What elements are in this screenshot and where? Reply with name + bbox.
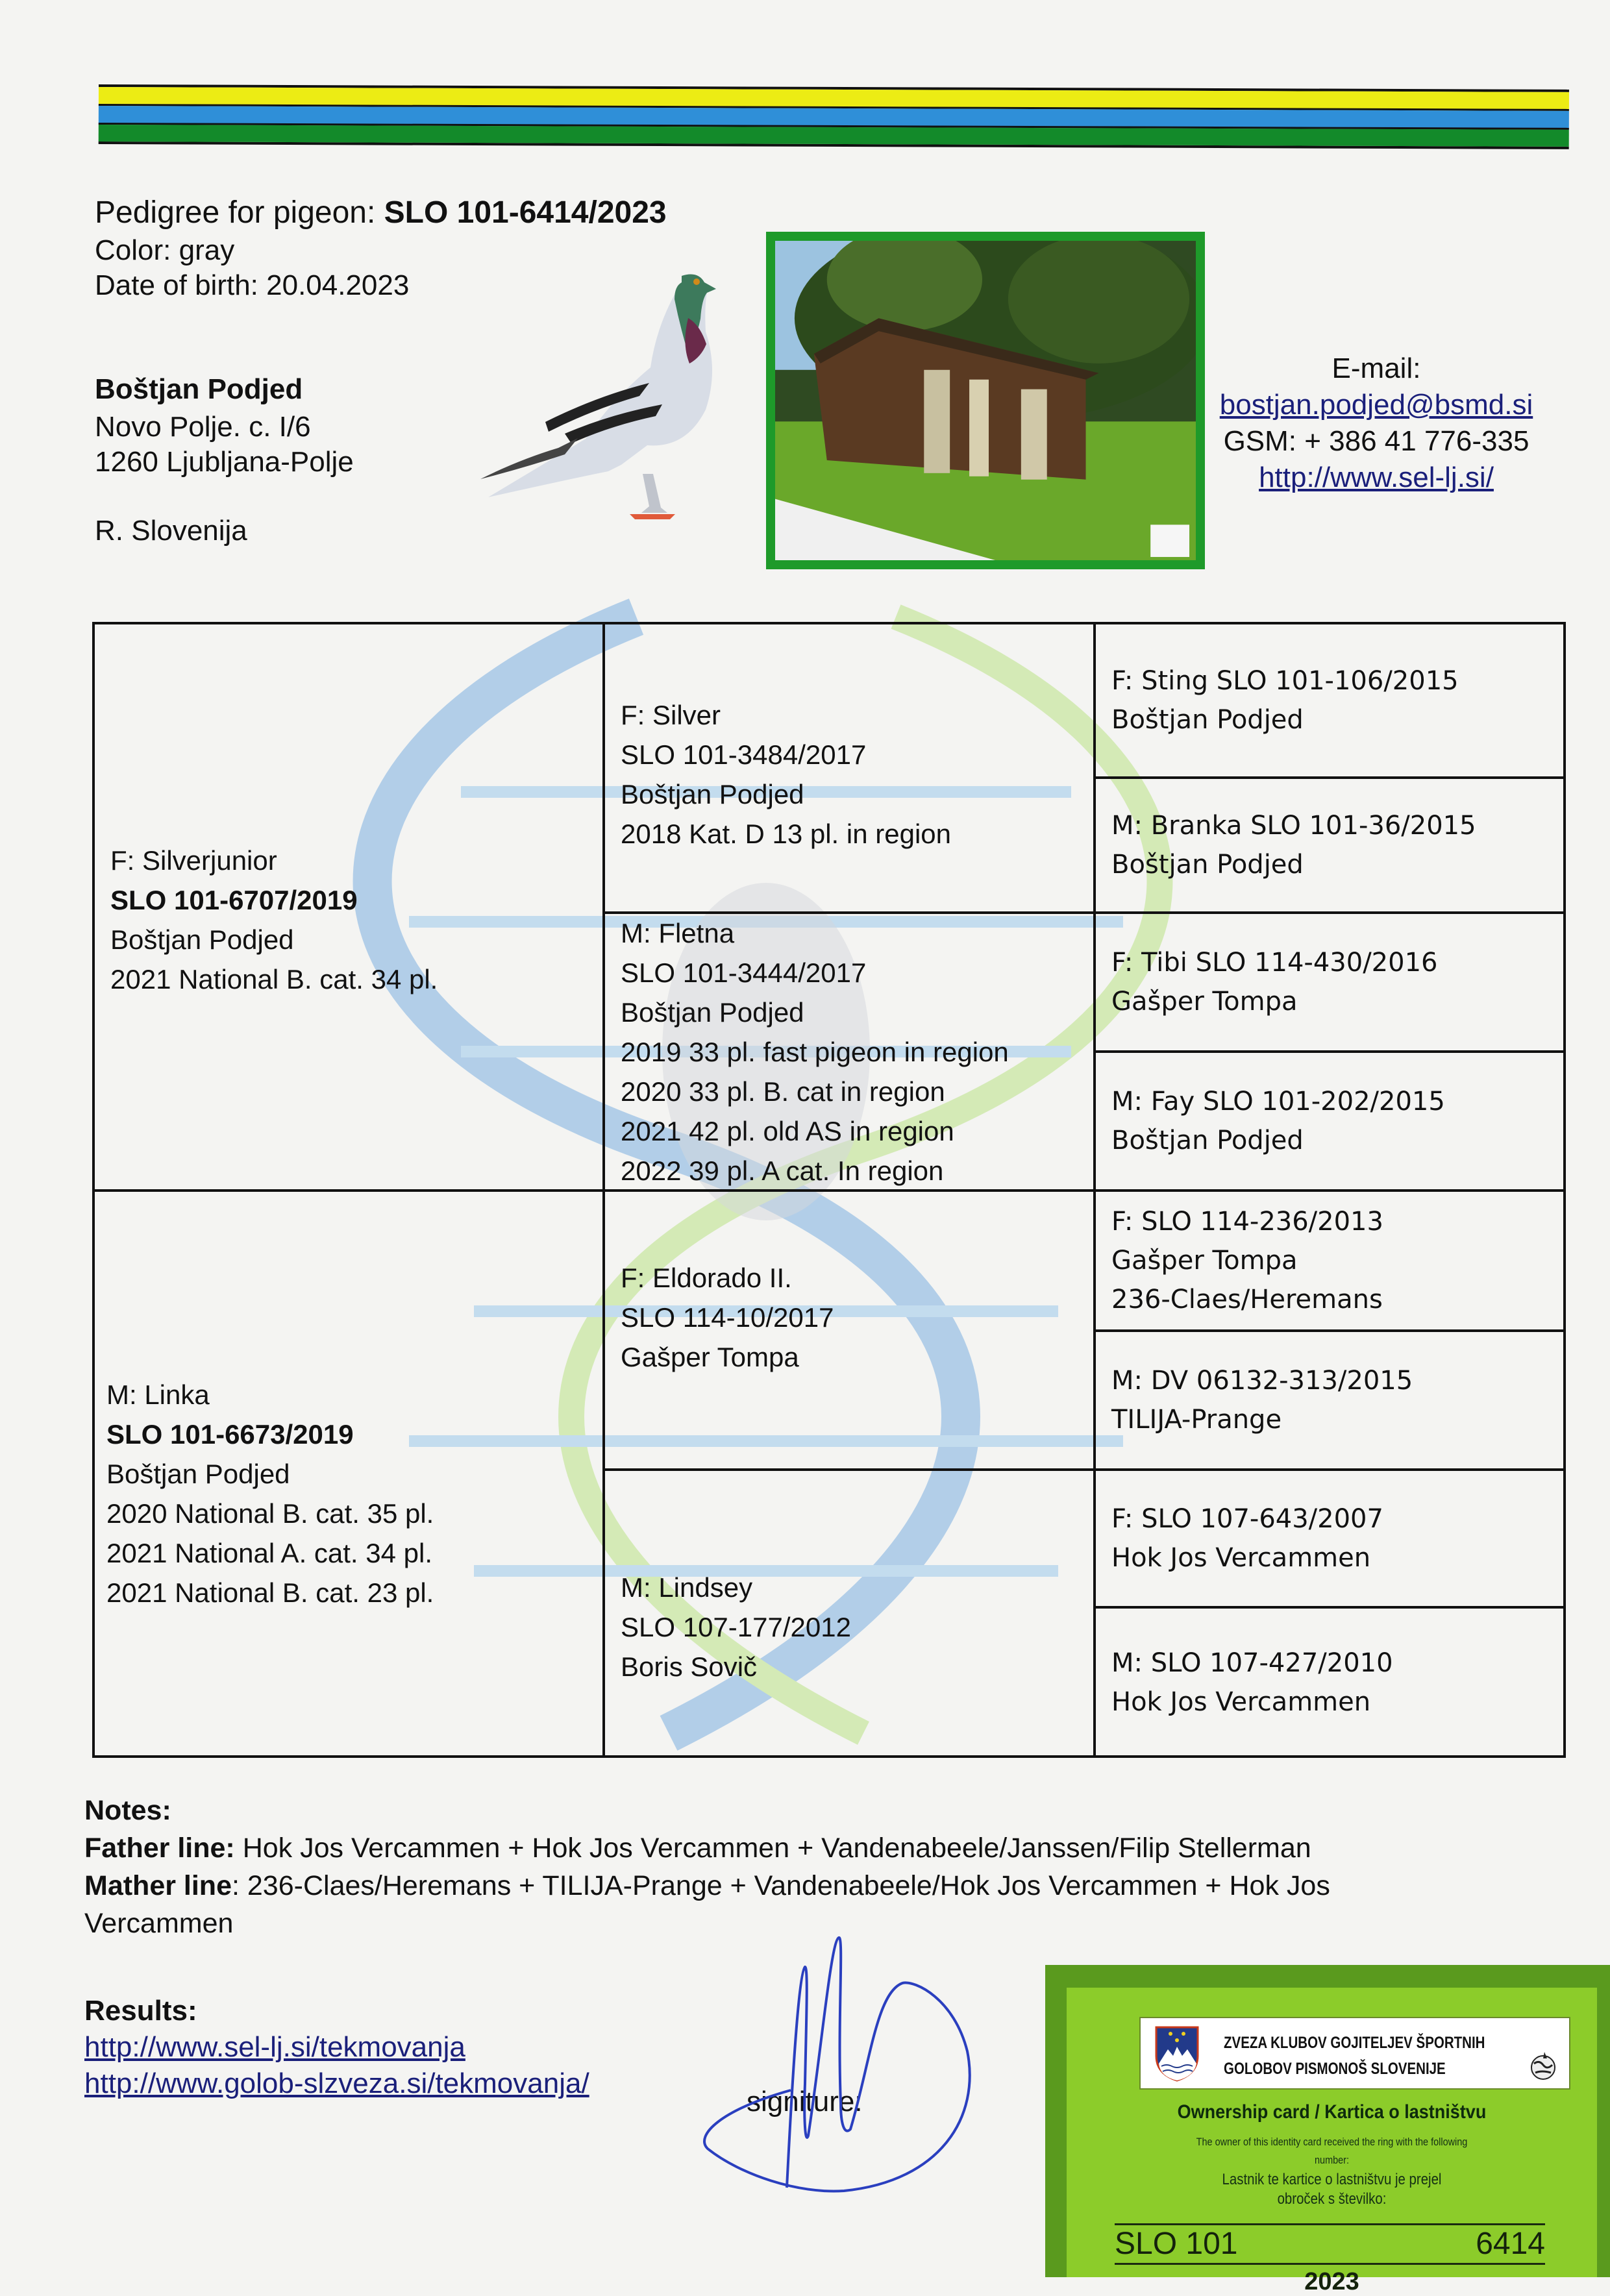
owner-street: Novo Polje. c. I/6 <box>95 411 311 443</box>
dam-result: 2021 National A. cat. 34 pl. <box>106 1538 433 1568</box>
sire-name: F: Silverjunior <box>110 845 277 876</box>
ownership-card <box>1045 1965 1610 2295</box>
gp-ring: SLO 101-3484/2017 <box>621 739 867 770</box>
notes-section <box>84 1792 1513 1942</box>
ggp-line: F: Sting SLO 101-106/2015 <box>1111 666 1459 696</box>
ggp-line: Boštjan Podjed <box>1111 705 1304 735</box>
notes-heading: Notes: <box>84 1795 171 1826</box>
ggp-line: F: SLO 114-236/2013 <box>1111 1207 1383 1237</box>
card-en-text-cont: number: <box>1314 2154 1350 2166</box>
cell-gp-sire-sire <box>605 624 1093 911</box>
card-en-text: The owner of this identity card received the ring with the following <box>1196 2136 1468 2148</box>
father-line-text: Hok Jos Vercammen + Hok Jos Vercammen + Vandenabeele/Janssen/Filip Stellerman <box>234 1833 1311 1864</box>
gp-ring: SLO 107-177/2012 <box>621 1611 851 1642</box>
owner-name: Boštjan Podjed <box>95 373 303 405</box>
cell-gp-dam-sire <box>605 1192 1093 1468</box>
ggp-line: Hok Jos Vercammen <box>1111 1543 1371 1573</box>
ggp-line: F: Tibi SLO 114-430/2016 <box>1111 948 1438 978</box>
card-title: Ownership card / Kartica o lastništvu <box>1177 2101 1487 2123</box>
loft-photo <box>766 232 1205 569</box>
gp-breeder: Boštjan Podjed <box>621 779 804 809</box>
father-line <box>84 1829 1513 1867</box>
results-link-golob[interactable]: http://www.golob-slzveza.si/tekmovanja/ <box>84 2068 589 2099</box>
website-link[interactable]: http://www.sel-lj.si/ <box>1259 462 1494 493</box>
gp-breeder: Gašper Tompa <box>621 1341 799 1372</box>
owner-country: R. Slovenija <box>95 515 247 547</box>
pedigree-table <box>92 622 1566 1758</box>
gp-result: 2020 33 pl. B. cat in region <box>621 1076 945 1107</box>
pigeon-icon <box>474 260 740 526</box>
cell-ggp-8 <box>1096 1609 1563 1757</box>
card-sl-text: Lastnik te kartice o lastništvu je prejel <box>1222 2171 1442 2188</box>
email-label: E-mail: <box>1331 352 1421 384</box>
cell-ggp-2 <box>1096 779 1563 911</box>
org-header <box>1139 2017 1570 2090</box>
gp-breeder: Boris Sovič <box>621 1651 758 1682</box>
org-line-2: GOLOBOV PISMONOŠ SLOVENIJE <box>1224 2060 1446 2078</box>
cell-ggp-7 <box>1096 1471 1563 1606</box>
cell-dam <box>95 1192 602 1757</box>
signature-label: signiture: <box>747 2086 863 2117</box>
ggp-line: Boštjan Podjed <box>1111 850 1304 880</box>
card-sl-text-cont: obroček s številko: <box>1277 2190 1387 2208</box>
ring-prefix: SLO 101 <box>1115 2227 1238 2261</box>
ggp-line: M: Branka SLO 101-36/2015 <box>1111 811 1476 841</box>
signature-scribble-icon <box>682 1921 1019 2194</box>
owner-city: 1260 Ljubljana-Polje <box>95 446 354 478</box>
ggp-line: M: Fay SLO 101-202/2015 <box>1111 1087 1445 1117</box>
org-line-1: ZVEZA KLUBOV GOJITELJEV ŠPORTNIH <box>1224 2034 1485 2052</box>
ggp-line: M: DV 06132-313/2015 <box>1111 1366 1413 1396</box>
ggp-line: Hok Jos Vercammen <box>1111 1687 1371 1717</box>
cell-ggp-6 <box>1096 1332 1563 1468</box>
gp-ring: SLO 114-10/2017 <box>621 1302 834 1333</box>
gsm-number: GSM: + 386 41 776-335 <box>1223 425 1530 457</box>
mother-line-text: : 236-Claes/Heremans + TILIJA-Prange + Vandenabeele/Hok Jos Vercammen + Hok Jos <box>232 1870 1330 1901</box>
results-heading: Results: <box>84 1995 197 2027</box>
sire-breeder: Boštjan Podjed <box>110 924 294 955</box>
pigeon-ring-number: SLO 101-6414/2023 <box>384 195 667 230</box>
cell-gp-dam-dam <box>605 1471 1093 1757</box>
gp-name: M: Lindsey <box>621 1572 753 1603</box>
org-name <box>1224 2030 1485 2082</box>
slovenia-coat-of-arms-icon <box>1154 2025 1200 2082</box>
father-line-label: Father line: <box>84 1833 235 1864</box>
ggp-line: TILIJA-Prange <box>1111 1405 1282 1435</box>
ggp-line: Boštjan Podjed <box>1111 1126 1304 1155</box>
ggp-line: F: SLO 107-643/2007 <box>1111 1504 1383 1534</box>
results-link-sel[interactable]: http://www.sel-lj.si/tekmovanja <box>84 2031 465 2063</box>
ggp-line: 236-Claes/Heremans <box>1111 1285 1383 1315</box>
card-ring-number <box>1115 2223 1545 2265</box>
ggp-line: Gašper Tompa <box>1111 1246 1298 1276</box>
cell-gp-sire-dam <box>605 914 1093 1189</box>
gp-breeder: Boštjan Podjed <box>621 996 804 1028</box>
mother-line-label: Mather line <box>84 1870 232 1901</box>
cell-ggp-4 <box>1096 1053 1563 1189</box>
title-prefix: Pedigree for pigeon: <box>95 195 384 230</box>
gp-ring: SLO 101-3444/2017 <box>621 957 867 988</box>
gp-result: 2018 Kat. D 13 pl. in region <box>621 819 952 849</box>
sire-ring: SLO 101-6707/2019 <box>110 885 358 915</box>
pigeon-dob: Date of birth: 20.04.2023 <box>95 269 410 301</box>
ownership-card-inner <box>1067 1988 1597 2295</box>
ggp-line: M: SLO 107-427/2010 <box>1111 1648 1393 1678</box>
cell-ggp-3 <box>1096 914 1563 1050</box>
dam-result: 2021 National B. cat. 23 pl. <box>106 1577 434 1608</box>
cell-ggp-5 <box>1096 1192 1563 1329</box>
email-link[interactable]: bostjan.podjed@bsmd.si <box>1219 389 1533 421</box>
gp-name: F: Eldorado II. <box>621 1262 792 1293</box>
gp-name: F: Silver <box>621 700 721 730</box>
cell-ggp-1 <box>1096 624 1563 776</box>
gp-result: 2019 33 pl. fast pigeon in region <box>621 1036 1009 1067</box>
dam-result: 2020 National B. cat. 35 pl. <box>106 1498 434 1529</box>
dam-ring: SLO 101-6673/2019 <box>106 1419 354 1450</box>
results-section <box>84 1993 589 2102</box>
sire-result: 2021 National B. cat. 34 pl. <box>110 964 438 994</box>
fci-globe-logo-icon <box>1529 2051 1557 2082</box>
contact-block <box>1201 351 1552 496</box>
gp-name: M: Fletna <box>621 917 735 948</box>
header-color-stripes <box>99 84 1569 149</box>
pigeon-color: Color: gray <box>95 234 235 266</box>
gp-result: 2022 39 pl. A cat. In region <box>621 1155 944 1186</box>
page-title <box>95 195 667 231</box>
mother-line <box>84 1867 1513 1905</box>
gp-result: 2021 42 pl. old AS in region <box>621 1115 954 1146</box>
ring-number: 6414 <box>1476 2227 1545 2261</box>
ring-year: 2023 <box>1304 2268 1359 2295</box>
mother-line-cont: Vercammen <box>84 1908 234 1939</box>
dam-name: M: Linka <box>106 1379 210 1410</box>
ggp-line: Gašper Tompa <box>1111 987 1298 1017</box>
cell-sire <box>95 624 602 1189</box>
dam-breeder: Boštjan Podjed <box>106 1459 290 1489</box>
